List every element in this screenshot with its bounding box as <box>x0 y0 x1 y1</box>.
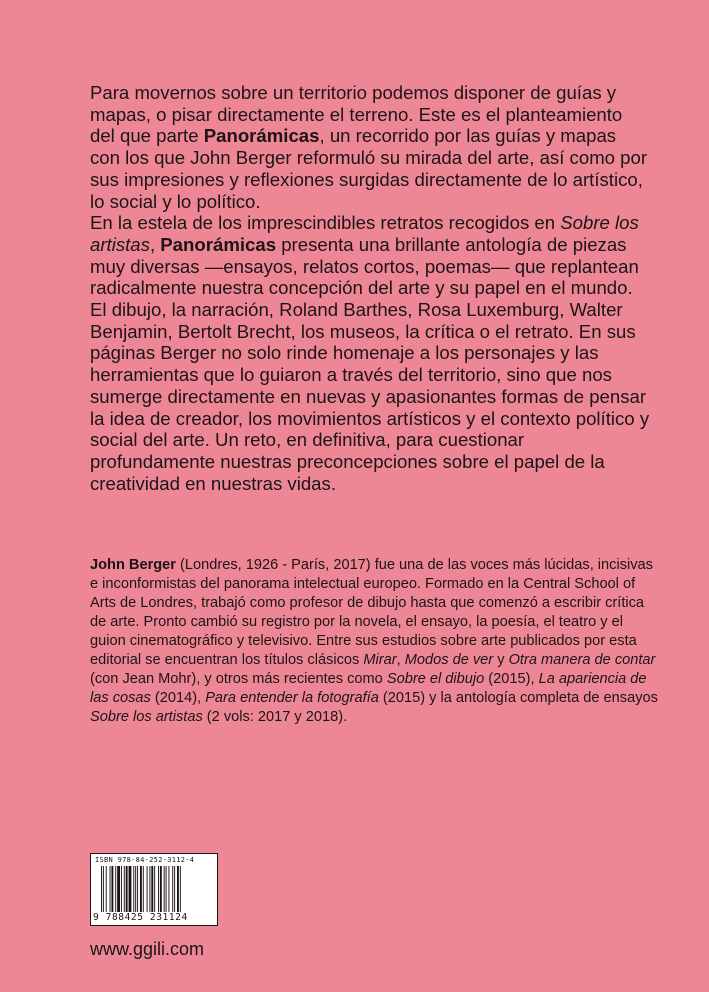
bio-text: (Londres, 1926 - París, 2017) fue una de las voces más lúcidas, incisivas e inconformistas del panorama intelectual europeo. Formado en la Central School of Arts de Londres, trabajó como profesor de dibujo hasta que comenzó a escribir crítica de arte. Pronto cambió su registro por la novela, el ensayo, la poesía, el teatro y el guion cinematográfico y televisivo. Entre sus estudios sobre arte publicados por esta editorial se encuentran los títulos clásicos <box>90 557 653 668</box>
author-name: John Berger <box>90 557 176 573</box>
bio-title: Para entender la fotografía <box>205 690 379 706</box>
barcode-bar <box>143 866 144 912</box>
barcode-bar <box>180 866 181 912</box>
barcode-bar <box>133 866 134 912</box>
barcode-bar <box>115 866 116 912</box>
barcode-bar <box>147 866 148 912</box>
isbn-label: ISBN 978-84-252-3112-4 <box>95 856 195 864</box>
blurb-text: , <box>149 233 161 255</box>
barcode-bar <box>151 866 153 912</box>
blurb-text: Para movernos sobre un territorio podemos disponer de guías y mapas, o pisar directamente el terreno. Este es el planteamiento del que parte <box>90 82 623 147</box>
book-title-italic: Sobre los artistas <box>90 212 639 255</box>
barcode-bar <box>124 866 125 912</box>
author-bio <box>90 556 660 727</box>
barcode-bar <box>135 866 136 912</box>
book-title-bold: Panorámicas <box>160 233 277 255</box>
barcode-bar <box>101 866 102 912</box>
back-cover-blurb <box>90 82 650 494</box>
bio-text: (2014), <box>150 690 206 706</box>
barcode-bar <box>137 866 138 912</box>
bio-text: (2 vols: 2017 y 2018). <box>202 709 348 725</box>
barcode-bar <box>111 866 113 912</box>
barcode-bar <box>140 866 142 912</box>
barcode-bar <box>154 866 155 912</box>
barcode-bar <box>174 866 175 912</box>
barcode-bar <box>103 866 104 912</box>
blurb-text: En la estela de los imprescindibles retratos recogidos en <box>90 212 561 234</box>
blurb-text: presenta una brillante antología de piezas muy diversas —ensayos, relatos cortos, poemas— que replantean radicalmente nuestra concepción del arte y su papel en el mundo. El dibujo, la narración, Roland Barthes, Rosa Luxemburg, Walter Benjamin, Bertolt Brecht, los museos, la crítica o el retrato. En sus páginas Berger no solo rinde homenaje a los personajes y las herramientas que lo guiaron a través del territorio, sino que nos sumerge directamente en nuevas y apasionantes formas de pensar la idea de creador, los movimientos artísticos y el contexto político y social del arte. Un reto, en definitiva, para cuestionar profundamente nuestras preconcepciones sobre el papel de la creatividad en nuestras vidas. <box>90 233 650 494</box>
barcode-bar <box>117 866 120 912</box>
bio-title: Sobre el dibujo <box>386 671 485 687</box>
barcode-digits: 9 788425 231124 <box>93 912 188 923</box>
barcode-bar <box>177 866 179 912</box>
bio-text: (2015) y la antología completa de ensayos <box>378 690 658 706</box>
publisher-website[interactable]: www.ggili.com <box>90 939 205 959</box>
barcode-bar <box>168 866 169 912</box>
bio-text: (2015), <box>484 671 539 687</box>
blurb-text: , un recorrido por las guías y mapas con los que John Berger reformuló su mirada del arte, así como por sus impresiones y reflexiones surgidas directamente de lo artístico, lo social y lo político. <box>90 125 648 212</box>
barcode-bar <box>166 866 167 912</box>
bio-title: Otra manera de contar <box>508 652 656 668</box>
barcode-bar <box>160 866 162 912</box>
barcode-bar <box>172 866 173 912</box>
barcode-bar <box>129 866 132 912</box>
bio-text: (con Jean Mohr), y otros más recientes como <box>90 671 387 687</box>
barcode-bar <box>149 866 150 912</box>
blurb-paragraph-2 <box>90 212 650 494</box>
bio-title: La apariencia de las cosas <box>90 671 647 706</box>
bio-text: y <box>493 652 509 668</box>
book-title-bold: Panorámicas <box>203 125 320 147</box>
barcode-bar <box>121 866 122 912</box>
barcode-bar <box>126 866 128 912</box>
isbn-barcode <box>90 853 218 926</box>
barcode-bar <box>106 866 107 912</box>
bio-title: Sobre los artistas <box>90 709 203 725</box>
barcode-bar <box>158 866 159 912</box>
barcode-bar <box>110 866 111 912</box>
bio-text: , <box>396 652 405 668</box>
barcode-bar <box>164 866 165 912</box>
bio-title: Modos de ver <box>404 652 494 668</box>
bio-title: Mirar <box>363 652 397 668</box>
blurb-paragraph-1 <box>90 82 650 212</box>
barcode-bars <box>101 866 211 912</box>
